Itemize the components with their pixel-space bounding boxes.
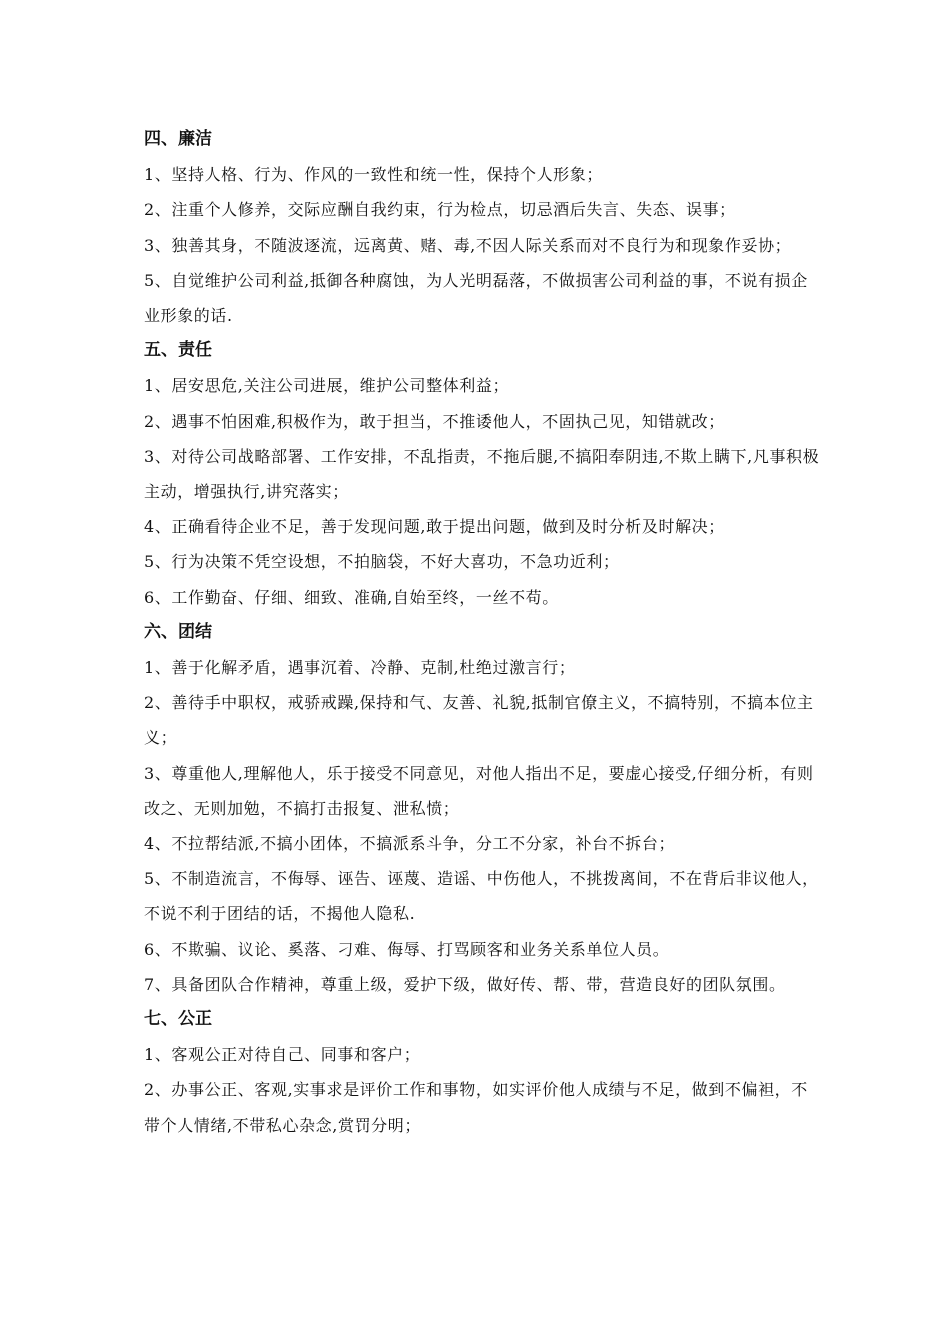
list-item: 2、办事公正、客观,实事求是评价工作和事物，如实评价他人成绩与不足，做到不偏袒，不带个人情绪,不带私心杂念,赏罚分明； bbox=[144, 1080, 808, 1135]
list-item: 1、居安思危,关注公司进展，维护公司整体利益； bbox=[144, 376, 510, 396]
list-item: 1、善于化解矛盾，遇事沉着、冷静、克制,杜绝过激言行； bbox=[144, 658, 576, 677]
list-item: 2、注重个人修养，交际应酬自我约束，行为检点，切忌酒后失言、失态、误事； bbox=[144, 200, 736, 220]
list-item: 3、尊重他人,理解他人，乐于接受不同意见，对他人指出不足，要虚心接受,仔细分析，有则改之、无则加勉，不搞打击报复、泄私愤； bbox=[144, 763, 814, 818]
section-heading: 五、责任 bbox=[144, 340, 212, 361]
section-heading: 四、廉洁 bbox=[144, 129, 212, 149]
list-item: 5、行为决策不凭空设想，不拍脑袋，不好大喜功，不急功近利； bbox=[144, 552, 620, 572]
list-item: 2、遇事不怕困难,积极作为，敢于担当，不推诿他人，不固执己见，知错就改； bbox=[144, 411, 725, 431]
section-responsibility bbox=[144, 333, 824, 615]
section-fairness bbox=[144, 1002, 824, 1143]
list-item: 1、客观公正对待自己、同事和客户； bbox=[144, 1045, 421, 1065]
document-page bbox=[144, 122, 824, 1143]
list-item: 4、正确看待企业不足，善于发现问题,敢于提出问题，做到及时分析及时解决； bbox=[144, 517, 725, 537]
list-item: 4、不拉帮结派,不搞小团体，不搞派系斗争，分工不分家，补台不拆台； bbox=[144, 834, 676, 854]
list-item: 5、自觉维护公司利益,抵御各种腐蚀，为人光明磊落，不做损害公司利益的事，不说有损企业形象的话. bbox=[144, 270, 808, 325]
section-unity bbox=[144, 615, 824, 1002]
list-item: 5、不制造流言，不侮辱、诬告、诬蔑、造谣、中伤他人，不挑拨离间，不在背后非议他人，不说不利于团结的话，不揭他人隐私. bbox=[144, 869, 819, 924]
section-heading: 七、公正 bbox=[144, 1009, 212, 1030]
list-item: 1、坚持人格、行为、作风的一致性和统一性，保持个人形象； bbox=[144, 165, 603, 185]
list-item: 2、善待手中职权，戒骄戒躁,保持和气、友善、礼貌,抵制官僚主义，不搞特别，不搞本位主义； bbox=[144, 693, 814, 748]
section-integrity bbox=[144, 122, 824, 333]
list-item: 3、对待公司战略部署、工作安排，不乱指责，不拖后腿,不搞阳奉阴违,不欺上瞒下,凡事积极主动，增强执行,讲究落实； bbox=[144, 446, 820, 501]
list-item: 6、工作勤奋、仔细、细致、准确,自始至终，一丝不苟。 bbox=[144, 587, 559, 607]
list-item: 7、具备团队合作精神，尊重上级，爱护下级，做好传、帮、带，营造良好的团队氛围。 bbox=[144, 974, 786, 994]
section-heading: 六、团结 bbox=[144, 621, 212, 642]
list-item: 6、不欺骗、议论、奚落、刁难、侮辱、打骂顾客和业务关系单位人员。 bbox=[144, 939, 670, 959]
list-item: 3、独善其身，不随波逐流，远离黄、赌、毒,不因人际关系而对不良行为和现象作妥协； bbox=[144, 235, 792, 255]
